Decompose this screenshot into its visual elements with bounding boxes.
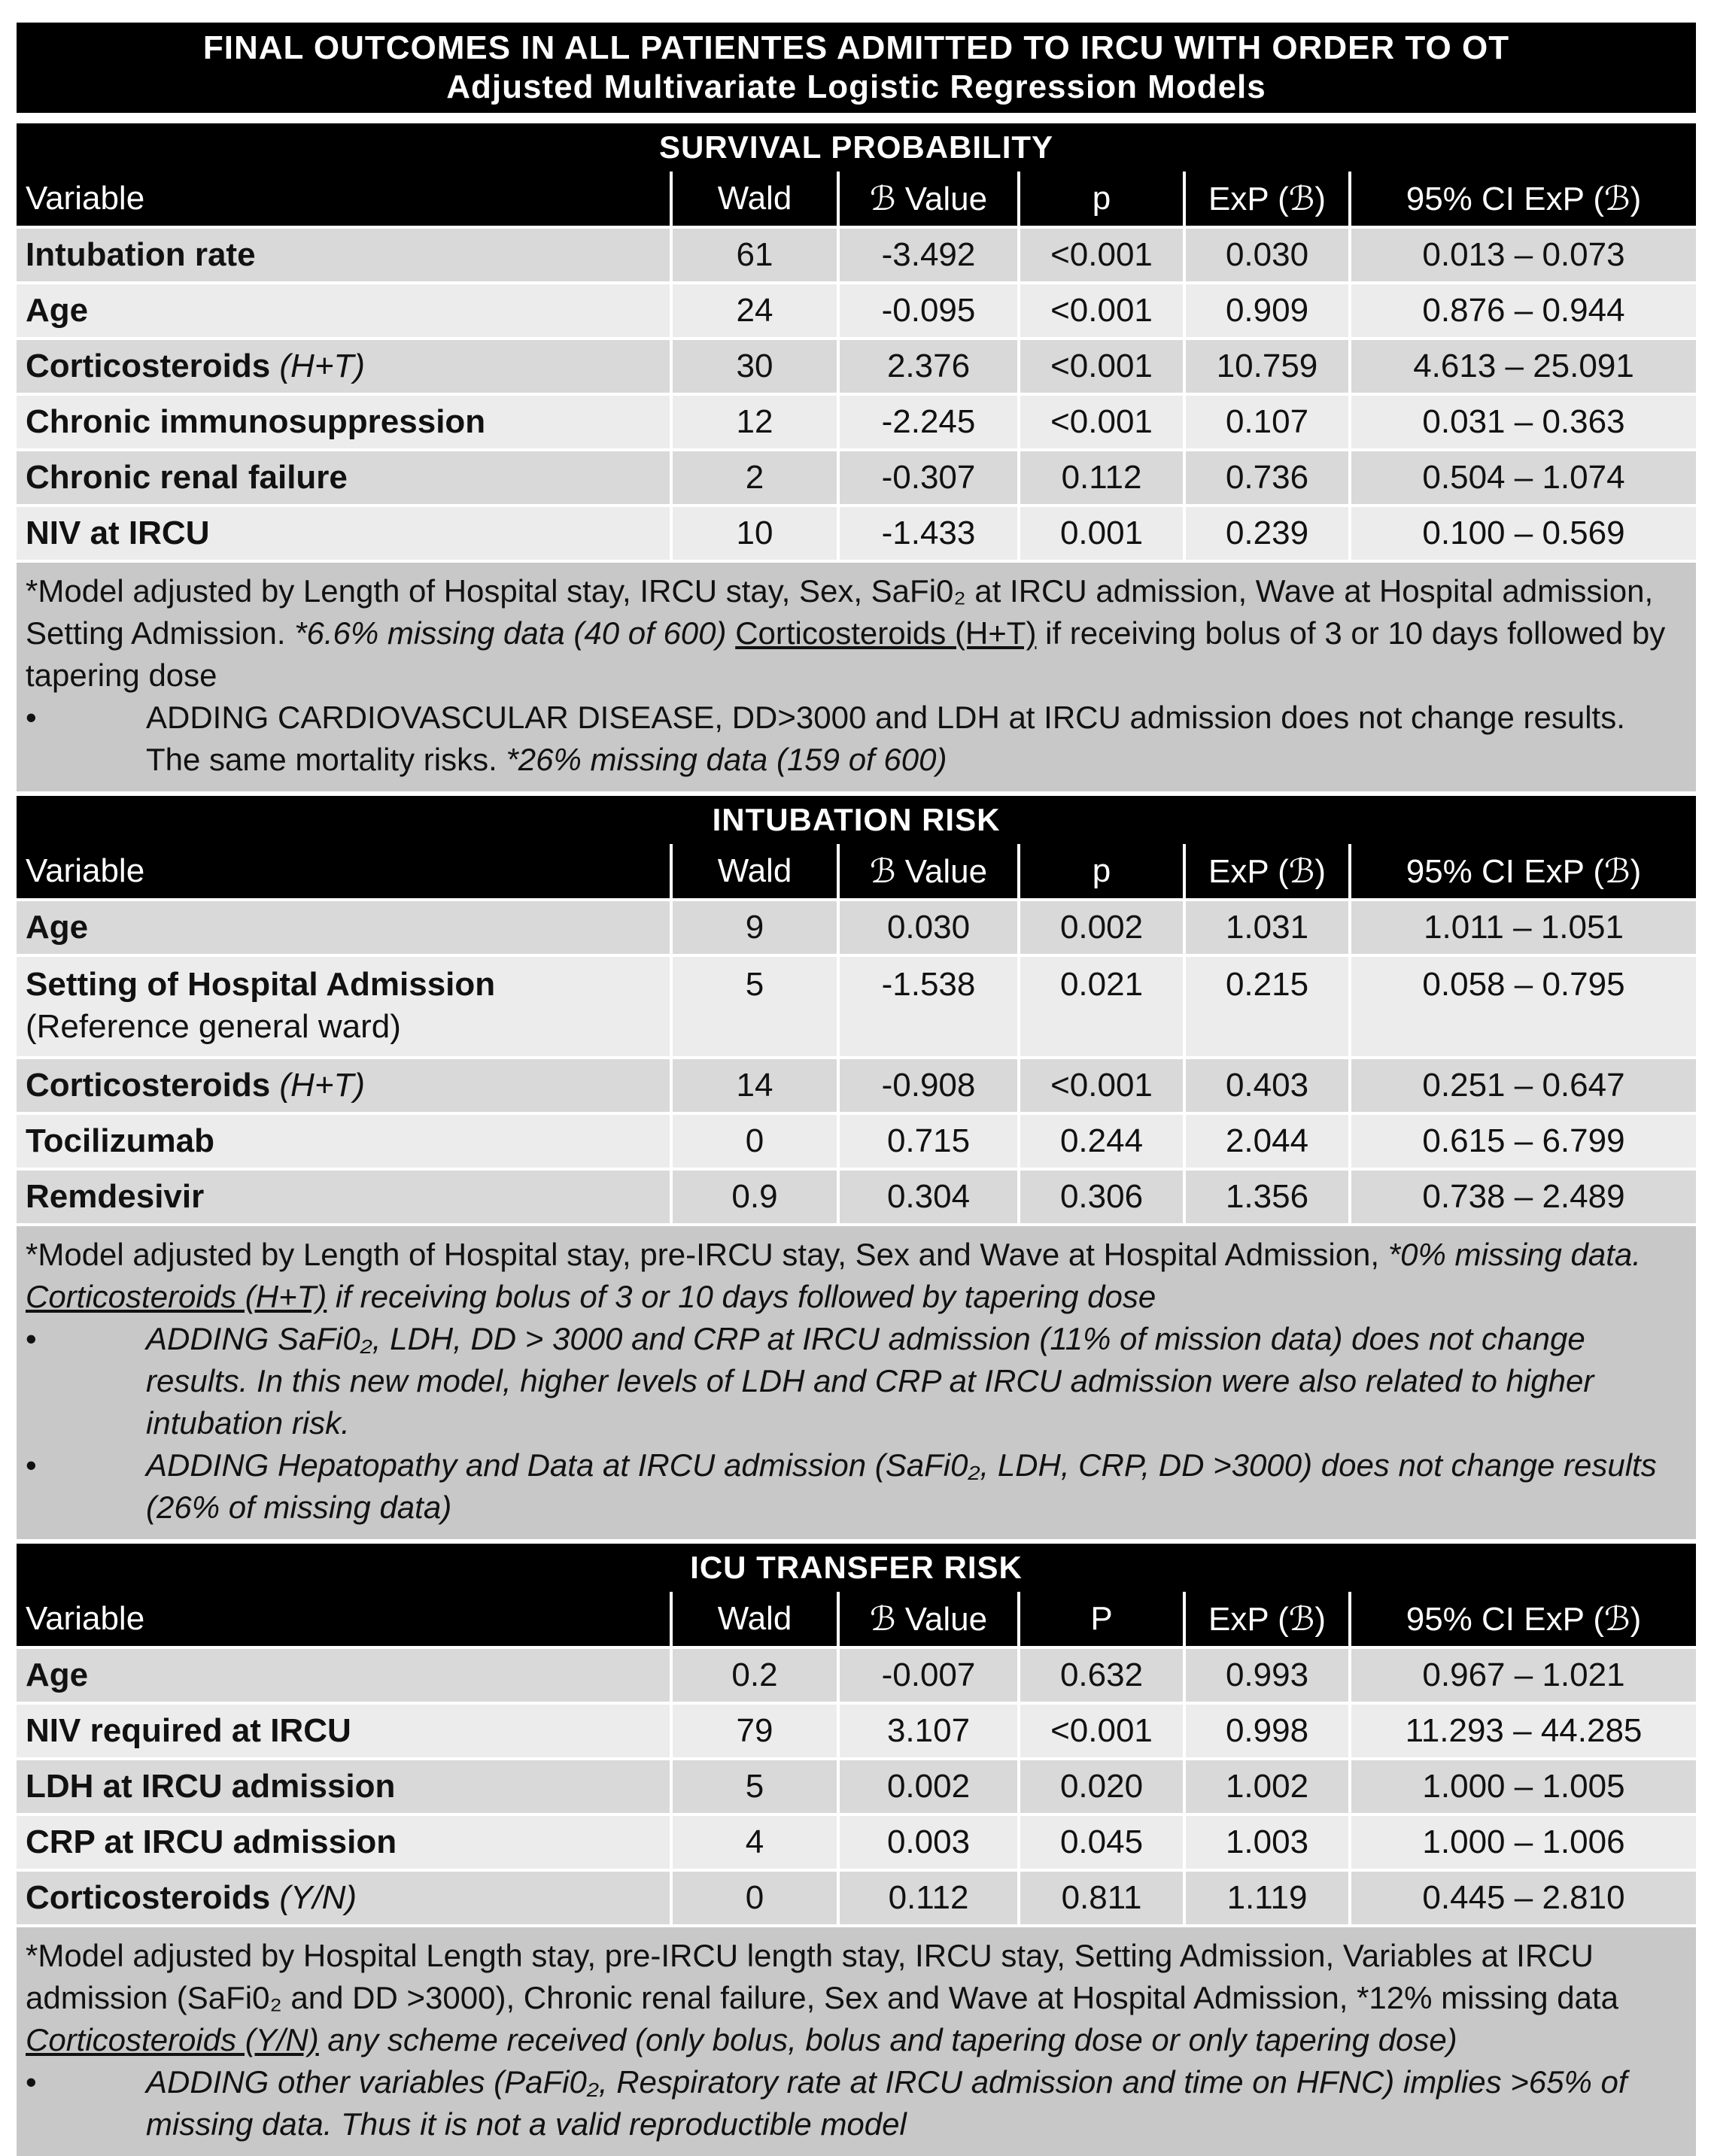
table-row <box>17 1759 1696 1814</box>
note-bullet: • ADDING CARDIOVASCULAR DISEASE, DD>3000 and LDH at IRCU admission does not change results. The same mortality risks. *26% missing data (159 of 600) <box>26 697 1687 781</box>
cell-exp-b: 2.044 <box>1184 1113 1350 1169</box>
variable-qualifier: (Y/N) <box>279 1879 357 1916</box>
cell-variable: Chronic renal failure <box>17 450 671 506</box>
cell-b-value: 0.003 <box>838 1814 1019 1870</box>
model-note: *Model adjusted by Hospital Length stay, pre-IRCU length stay, IRCU stay, Setting Admission, Variables at IRCU admission (SaFi0₂ and DD >3000), Chronic renal failure, Sex and Wave at Hospital Admission, *12% missing data Corticosteroids (Y/N) any scheme received (only bolus, bolus and tapering dose or only tapering dose) <box>26 1938 1618 2057</box>
model-note: *Model adjusted by Length of Hospital stay, pre-IRCU stay, Sex and Wave at Hospital Admission, *0% missing data. Corticosteroids (H+T) if receiving bolus of 3 or 10 days followed by tapering dose <box>26 1237 1641 1314</box>
cell-wald: 2 <box>671 450 838 506</box>
cell-p: 0.045 <box>1019 1814 1184 1870</box>
header-exp-b: ExP (ℬ) <box>1184 844 1350 900</box>
intubation-notes <box>17 1223 1696 1539</box>
cell-ci: 1.000 – 1.006 <box>1350 1814 1696 1870</box>
header-variable: Variable <box>17 172 671 227</box>
cell-wald: 5 <box>671 1759 838 1814</box>
note-bullet: • ADDING SaFi0₂, LDH, DD > 3000 and CRP at IRCU admission (11% of mission data) does not change results. In this new model, higher levels of LDH and CRP at IRCU admission were also related to higher intubation risk. <box>26 1318 1687 1444</box>
table-header-row <box>17 844 1696 900</box>
document-title: FINAL OUTCOMES IN ALL PATIENTES ADMITTED TO IRCU WITH ORDER TO OT <box>202 29 1510 66</box>
cell-b-value: -0.307 <box>838 450 1019 506</box>
table-row <box>17 1058 1696 1113</box>
cell-ci: 0.445 – 2.810 <box>1350 1870 1696 1924</box>
header-b-value: ℬ Value <box>838 172 1019 227</box>
cell-ci: 0.031 – 0.363 <box>1350 394 1696 450</box>
cell-p: 0.020 <box>1019 1759 1184 1814</box>
cell-ci: 0.504 – 1.074 <box>1350 450 1696 506</box>
cell-p: <0.001 <box>1019 227 1184 283</box>
table-row <box>17 1169 1696 1223</box>
cell-exp-b: 0.215 <box>1184 955 1350 1058</box>
cell-p: 0.002 <box>1019 900 1184 955</box>
table-row <box>17 900 1696 955</box>
cell-wald: 0 <box>671 1113 838 1169</box>
cell-b-value: -3.492 <box>838 227 1019 283</box>
header-ci: 95% CI ExP (ℬ) <box>1350 1592 1696 1647</box>
header-wald: Wald <box>671 172 838 227</box>
cell-b-value: -0.095 <box>838 283 1019 339</box>
header-variable: Variable <box>17 844 671 900</box>
cell-b-value: 0.112 <box>838 1870 1019 1924</box>
section-title-intubation: INTUBATION RISK <box>17 796 1696 844</box>
cell-b-value: -0.908 <box>838 1058 1019 1113</box>
table-row <box>17 394 1696 450</box>
cell-exp-b: 0.909 <box>1184 283 1350 339</box>
cell-b-value: -2.245 <box>838 394 1019 450</box>
cell-variable: Setting of Hospital Admission (Reference general ward) <box>17 955 671 1058</box>
table-row <box>17 1647 1696 1703</box>
bullet-symbol: • <box>26 1447 37 1483</box>
cell-b-value: 0.030 <box>838 900 1019 955</box>
cell-exp-b: 10.759 <box>1184 339 1350 394</box>
table-row <box>17 1703 1696 1759</box>
variable-qualifier: (H+T) <box>279 348 366 384</box>
document-title-banner <box>17 23 1696 113</box>
cell-exp-b: 0.993 <box>1184 1647 1350 1703</box>
bullet-symbol: • <box>26 2064 37 2100</box>
cell-variable: Age <box>17 900 671 955</box>
header-ci: 95% CI ExP (ℬ) <box>1350 844 1696 900</box>
note-bullet: • ADDING other variables (PaFi0₂, Respiratory rate at IRCU admission and time on HFNC) implies >65% of missing data. Thus it is not a valid reproductible model <box>26 2061 1687 2145</box>
header-exp-b: ExP (ℬ) <box>1184 172 1350 227</box>
table-row <box>17 227 1696 283</box>
cell-exp-b: 0.736 <box>1184 450 1350 506</box>
cell-p: 0.811 <box>1019 1870 1184 1924</box>
icu-transfer-table <box>17 1592 1696 1924</box>
cell-p: <0.001 <box>1019 339 1184 394</box>
cell-variable: Intubation rate <box>17 227 671 283</box>
cell-exp-b: 0.998 <box>1184 1703 1350 1759</box>
cell-wald: 5 <box>671 955 838 1058</box>
header-p: p <box>1019 172 1184 227</box>
table-header-row <box>17 1592 1696 1647</box>
cell-ci: 0.013 – 0.073 <box>1350 227 1696 283</box>
cell-variable: Corticosteroids (H+T) <box>17 339 671 394</box>
cell-variable: Chronic immunosuppression <box>17 394 671 450</box>
table-row <box>17 1814 1696 1870</box>
document-subtitle: Adjusted Multivariate Logistic Regression Models <box>446 68 1266 105</box>
cell-wald: 0.9 <box>671 1169 838 1223</box>
cell-variable: Corticosteroids (H+T) <box>17 1058 671 1113</box>
cell-exp-b: 0.403 <box>1184 1058 1350 1113</box>
cell-b-value: -1.433 <box>838 506 1019 560</box>
section-title-survival: SURVIVAL PROBABILITY <box>17 123 1696 172</box>
cell-ci: 0.615 – 6.799 <box>1350 1113 1696 1169</box>
cell-ci: 1.000 – 1.005 <box>1350 1759 1696 1814</box>
cell-exp-b: 0.107 <box>1184 394 1350 450</box>
header-ci: 95% CI ExP (ℬ) <box>1350 172 1696 227</box>
cell-p: <0.001 <box>1019 1703 1184 1759</box>
table-row <box>17 955 1696 1058</box>
cell-b-value: 0.002 <box>838 1759 1019 1814</box>
header-p: P <box>1019 1592 1184 1647</box>
cell-variable: Corticosteroids (Y/N) <box>17 1870 671 1924</box>
cell-variable: Age <box>17 283 671 339</box>
cell-ci: 1.011 – 1.051 <box>1350 900 1696 955</box>
cell-p: 0.021 <box>1019 955 1184 1058</box>
header-variable: Variable <box>17 1592 671 1647</box>
cell-b-value: -0.007 <box>838 1647 1019 1703</box>
bullet-symbol: • <box>26 1321 37 1356</box>
cell-exp-b: 1.002 <box>1184 1759 1350 1814</box>
table-row <box>17 339 1696 394</box>
cell-variable: CRP at IRCU admission <box>17 1814 671 1870</box>
note-bullet: • ADDING Hepatopathy and Data at IRCU admission (SaFi0₂, LDH, CRP, DD >3000) does not change results (26% of missing data) <box>26 1444 1687 1529</box>
cell-exp-b: 1.356 <box>1184 1169 1350 1223</box>
survival-notes <box>17 560 1696 791</box>
table-row <box>17 1870 1696 1924</box>
cell-wald: 30 <box>671 339 838 394</box>
cell-variable: Remdesivir <box>17 1169 671 1223</box>
cell-p: 0.112 <box>1019 450 1184 506</box>
header-exp-b: ExP (ℬ) <box>1184 1592 1350 1647</box>
cell-p: 0.306 <box>1019 1169 1184 1223</box>
header-wald: Wald <box>671 1592 838 1647</box>
cell-p: <0.001 <box>1019 283 1184 339</box>
cell-wald: 12 <box>671 394 838 450</box>
cell-ci: 0.100 – 0.569 <box>1350 506 1696 560</box>
cell-wald: 0 <box>671 1870 838 1924</box>
cell-variable: Age <box>17 1647 671 1703</box>
cell-b-value: 3.107 <box>838 1703 1019 1759</box>
cell-b-value: 0.715 <box>838 1113 1019 1169</box>
cell-p: 0.632 <box>1019 1647 1184 1703</box>
document-page <box>17 23 1696 2156</box>
cell-wald: 61 <box>671 227 838 283</box>
cell-wald: 14 <box>671 1058 838 1113</box>
cell-exp-b: 1.031 <box>1184 900 1350 955</box>
cell-wald: 4 <box>671 1814 838 1870</box>
cell-wald: 79 <box>671 1703 838 1759</box>
table-row <box>17 506 1696 560</box>
cell-exp-b: 0.239 <box>1184 506 1350 560</box>
cell-wald: 0.2 <box>671 1647 838 1703</box>
cell-ci: 4.613 – 25.091 <box>1350 339 1696 394</box>
cell-exp-b: 1.003 <box>1184 1814 1350 1870</box>
cell-ci: 0.876 – 0.944 <box>1350 283 1696 339</box>
cell-variable: NIV required at IRCU <box>17 1703 671 1759</box>
section-title-icu-transfer: ICU TRANSFER RISK <box>17 1544 1696 1592</box>
cell-b-value: -1.538 <box>838 955 1019 1058</box>
cell-ci: 0.738 – 2.489 <box>1350 1169 1696 1223</box>
header-b-value: ℬ Value <box>838 844 1019 900</box>
intubation-table <box>17 844 1696 1223</box>
cell-p: 0.001 <box>1019 506 1184 560</box>
header-wald: Wald <box>671 844 838 900</box>
cell-p: 0.244 <box>1019 1113 1184 1169</box>
cell-wald: 9 <box>671 900 838 955</box>
survival-table <box>17 172 1696 560</box>
cell-b-value: 2.376 <box>838 339 1019 394</box>
table-row <box>17 283 1696 339</box>
model-note: *Model adjusted by Length of Hospital stay, IRCU stay, Sex, SaFi0₂ at IRCU admission, Wave at Hospital admission, Setting Admission. *6.6% missing data (40 of 600) Corticosteroids (H+T) if receiving bolus of 3 or 10 days followed by tapering dose <box>26 573 1666 693</box>
table-row <box>17 1113 1696 1169</box>
icu-transfer-notes <box>17 1924 1696 2156</box>
variable-qualifier: (H+T) <box>279 1067 366 1104</box>
cell-variable: Tocilizumab <box>17 1113 671 1169</box>
cell-variable: LDH at IRCU admission <box>17 1759 671 1814</box>
cell-p: <0.001 <box>1019 1058 1184 1113</box>
table-row <box>17 450 1696 506</box>
header-p: p <box>1019 844 1184 900</box>
cell-wald: 10 <box>671 506 838 560</box>
cell-ci: 0.967 – 1.021 <box>1350 1647 1696 1703</box>
cell-exp-b: 0.030 <box>1184 227 1350 283</box>
cell-wald: 24 <box>671 283 838 339</box>
cell-ci: 11.293 – 44.285 <box>1350 1703 1696 1759</box>
cell-ci: 0.058 – 0.795 <box>1350 955 1696 1058</box>
header-b-value: ℬ Value <box>838 1592 1019 1647</box>
cell-exp-b: 1.119 <box>1184 1870 1350 1924</box>
variable-subnote: (Reference general ward) <box>26 1008 401 1045</box>
bullet-symbol: • <box>26 700 37 735</box>
cell-variable: NIV at IRCU <box>17 506 671 560</box>
table-header-row <box>17 172 1696 227</box>
cell-b-value: 0.304 <box>838 1169 1019 1223</box>
cell-ci: 0.251 – 0.647 <box>1350 1058 1696 1113</box>
cell-p: <0.001 <box>1019 394 1184 450</box>
